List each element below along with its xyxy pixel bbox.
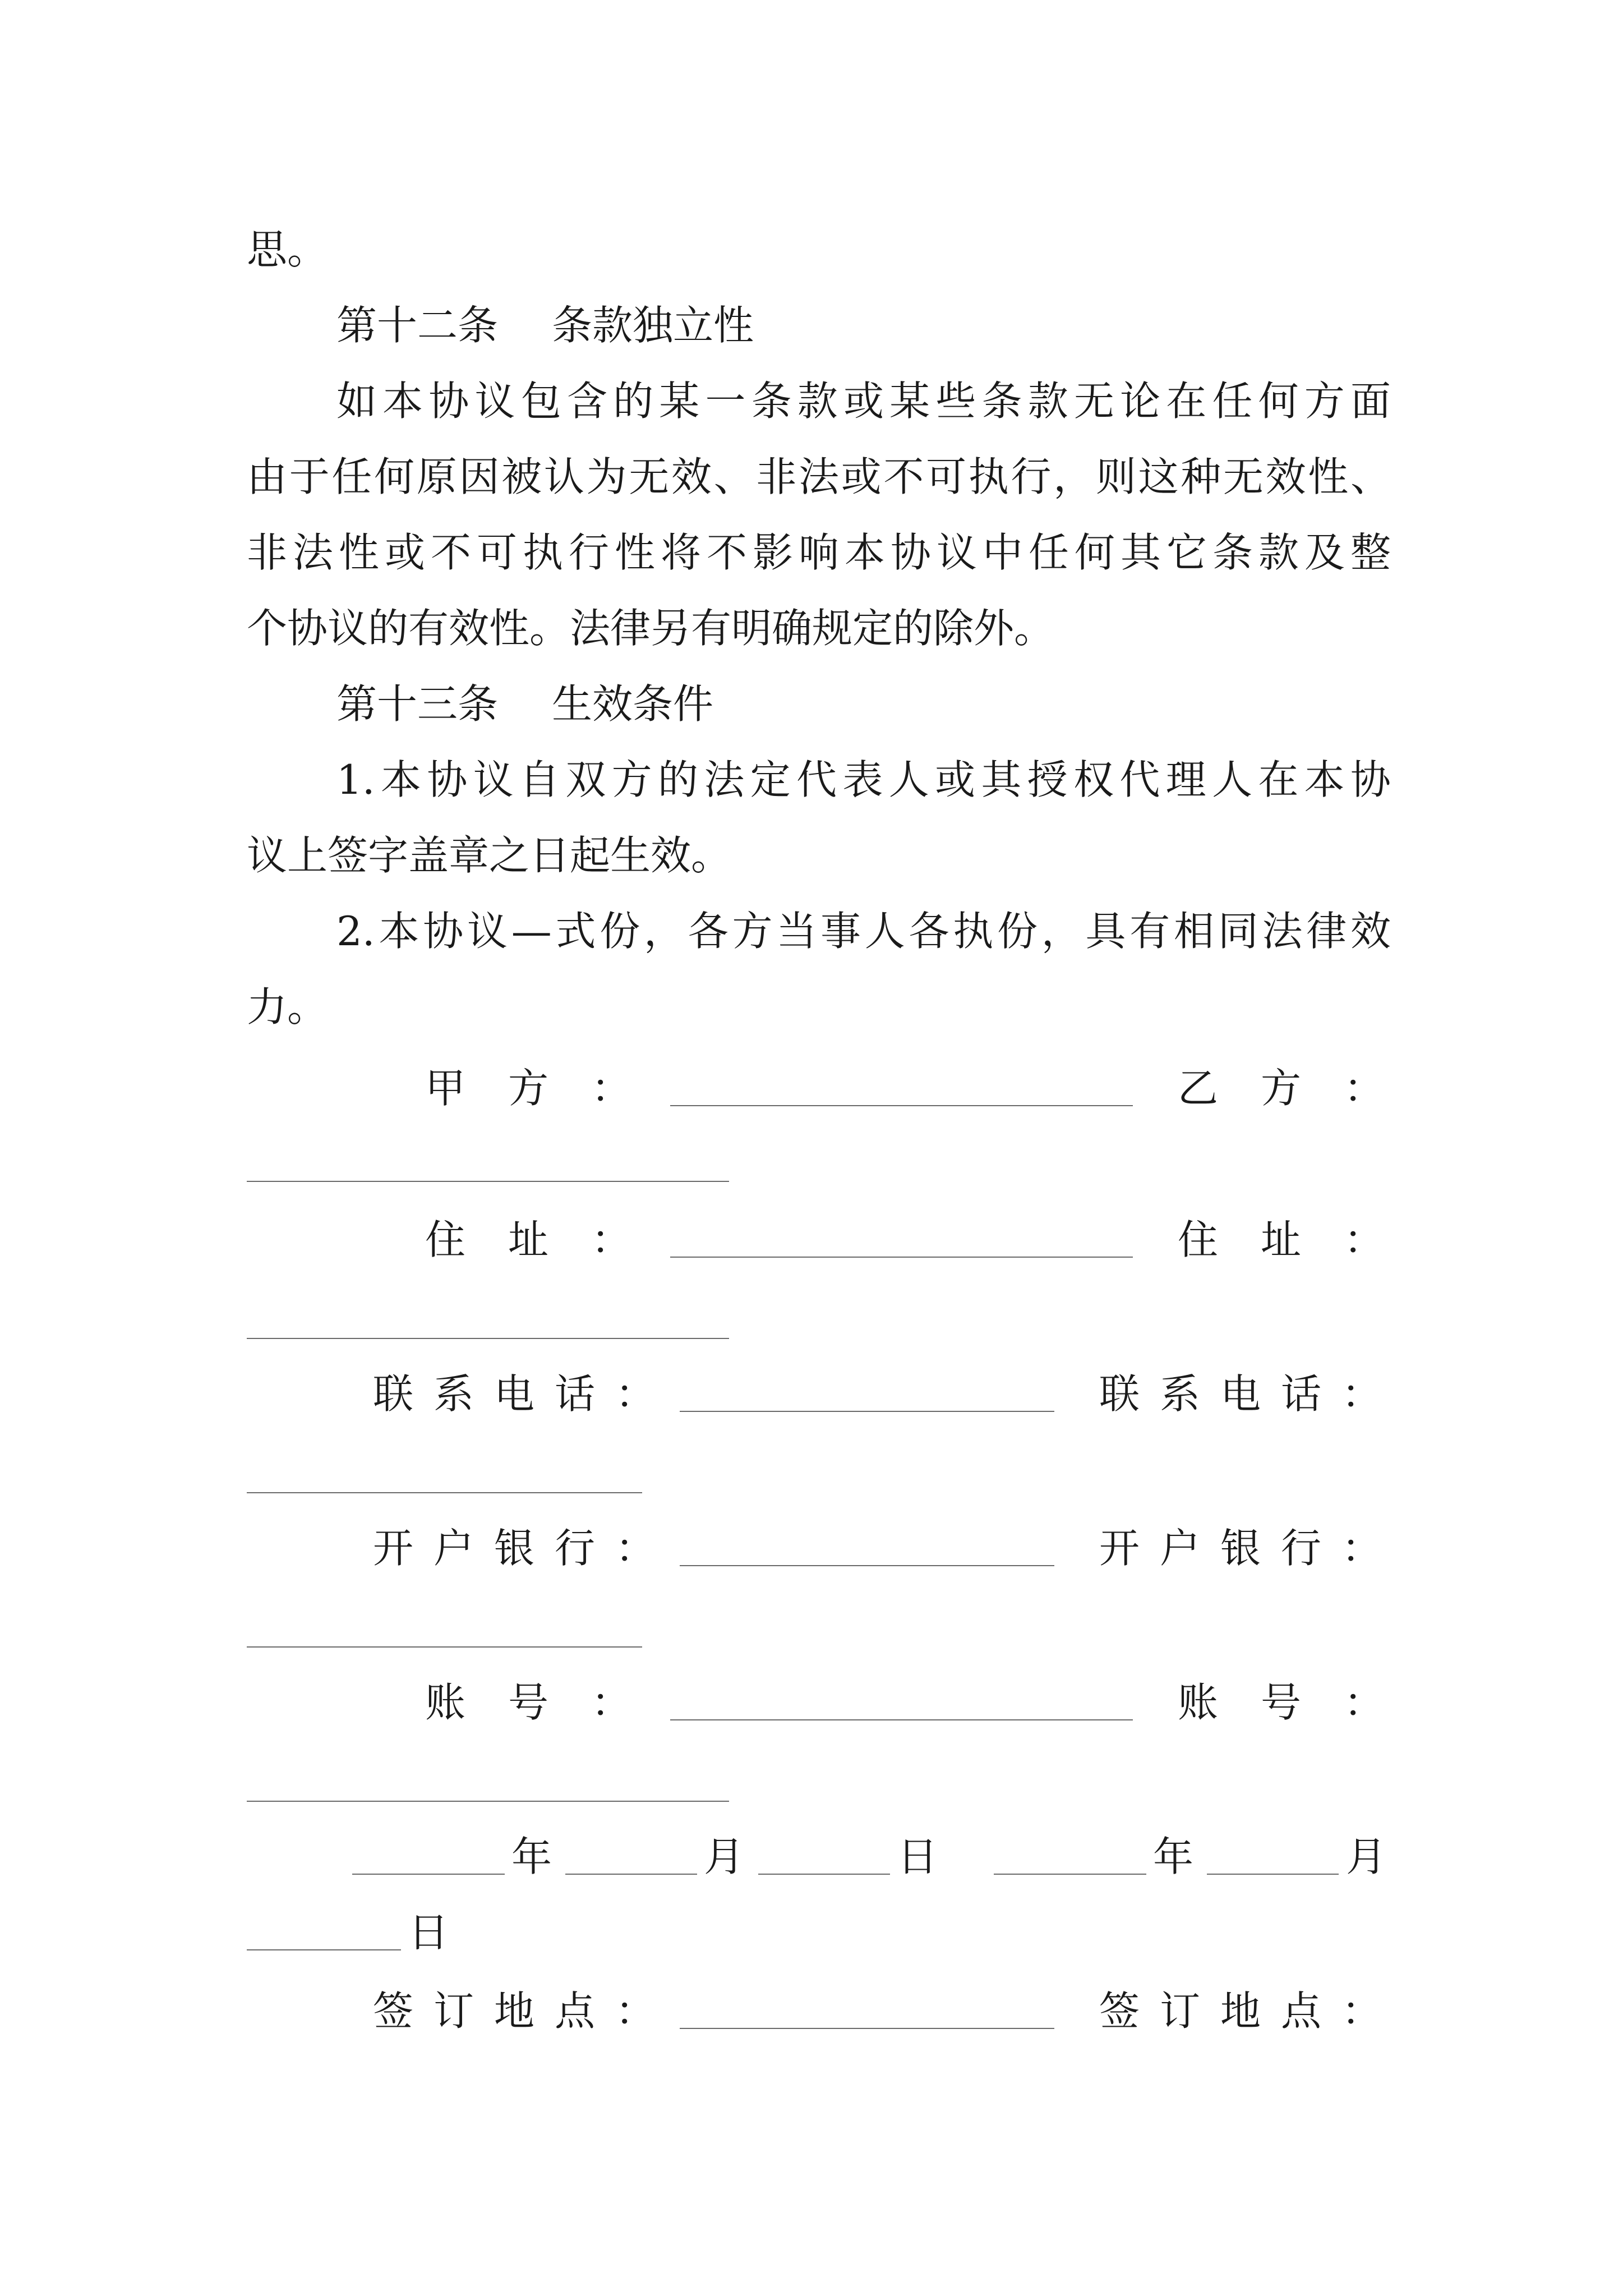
paragraph-line: 由于任何原因被认为无效、非法或不可执行，则这种无效性、 (247, 453, 1391, 500)
paragraph-line: 2.本协议—式份，各方当事人各执份，具有相同法律效 (336, 908, 1391, 955)
place-b-label: 签订地点： (1099, 1987, 1403, 2035)
paragraph-line: 1.本协议自双方的法定代表人或其授权代理人在本协 (336, 756, 1391, 803)
phone-a-field[interactable] (680, 1411, 1054, 1412)
date-b-month-label: 月 (1346, 1833, 1387, 1880)
phone-a-label: 联系电话： (373, 1370, 676, 1418)
bank-b-label: 开户银行： (1099, 1525, 1403, 1572)
sig-row-account (247, 1674, 1427, 1731)
address-a-label: 住址： (425, 1216, 675, 1263)
date-a-day-label: 日 (897, 1833, 938, 1880)
date-a-month-field[interactable] (565, 1874, 697, 1875)
place-a-label: 签订地点： (373, 1987, 676, 2035)
party-a-field[interactable] (670, 1105, 1133, 1106)
sig-row-date (247, 1829, 1391, 1885)
bank-a-label: 开户银行： (373, 1525, 676, 1572)
article-13-number: 第十三条 (336, 680, 499, 728)
article-12-number: 第十二条 (336, 302, 499, 349)
phone-b-label: 联系电话： (1099, 1370, 1403, 1418)
date-b-year-label: 年 (1153, 1833, 1194, 1880)
date-a-year-field[interactable] (352, 1874, 505, 1875)
address-b-field[interactable] (247, 1338, 729, 1339)
paragraph-line: 议上签字盖章之日起生效。 (247, 832, 732, 879)
account-a-field[interactable] (670, 1719, 1133, 1720)
party-b-field[interactable] (247, 1181, 729, 1182)
sig-row-address (247, 1212, 1427, 1268)
phone-b-field[interactable] (247, 1492, 642, 1493)
date-b-year-field[interactable] (994, 1874, 1146, 1875)
article-13-title: 生效条件 (552, 680, 714, 728)
paragraph-line: 思。 (247, 226, 328, 273)
sig-row-party (247, 1060, 1427, 1116)
date-b-day-field[interactable] (247, 1949, 401, 1950)
paragraph-line: 个协议的有效性。法律另有明确规定的除外。 (247, 605, 1055, 652)
place-a-field[interactable] (680, 2028, 1054, 2029)
bank-b-field[interactable] (247, 1646, 642, 1648)
date-a-year-label: 年 (511, 1833, 552, 1880)
party-a-label: 甲方： (425, 1065, 675, 1112)
account-b-label: 账号： (1178, 1679, 1427, 1726)
sig-row-bank (247, 1520, 1403, 1576)
address-b-label: 住址： (1178, 1216, 1427, 1263)
article-12-title: 条款独立性 (552, 302, 754, 349)
paragraph-line: 如本协议包含的某一条款或某些条款无论在任何方面 (336, 378, 1391, 425)
party-b-label: 乙方： (1178, 1065, 1427, 1112)
account-a-label: 账号： (425, 1679, 675, 1726)
date-a-month-label: 月 (704, 1833, 745, 1880)
address-a-field[interactable] (670, 1257, 1133, 1258)
bank-a-field[interactable] (680, 1565, 1054, 1566)
article-12-heading (336, 297, 1391, 353)
article-13-heading (336, 676, 1391, 732)
date-a-day-field[interactable] (758, 1874, 890, 1875)
date-b-day-label: 日 (408, 1909, 449, 1956)
sig-row-place (247, 1983, 1403, 2039)
sig-row-date-wrap (247, 1904, 1391, 1961)
sig-row-phone (247, 1366, 1403, 1422)
account-b-field[interactable] (247, 1801, 729, 1802)
paragraph-line: 力。 (247, 983, 328, 1030)
paragraph-line: 非法性或不可执行性将不影响本协议中任何其它条款及整 (247, 529, 1391, 576)
date-b-month-field[interactable] (1207, 1874, 1339, 1875)
